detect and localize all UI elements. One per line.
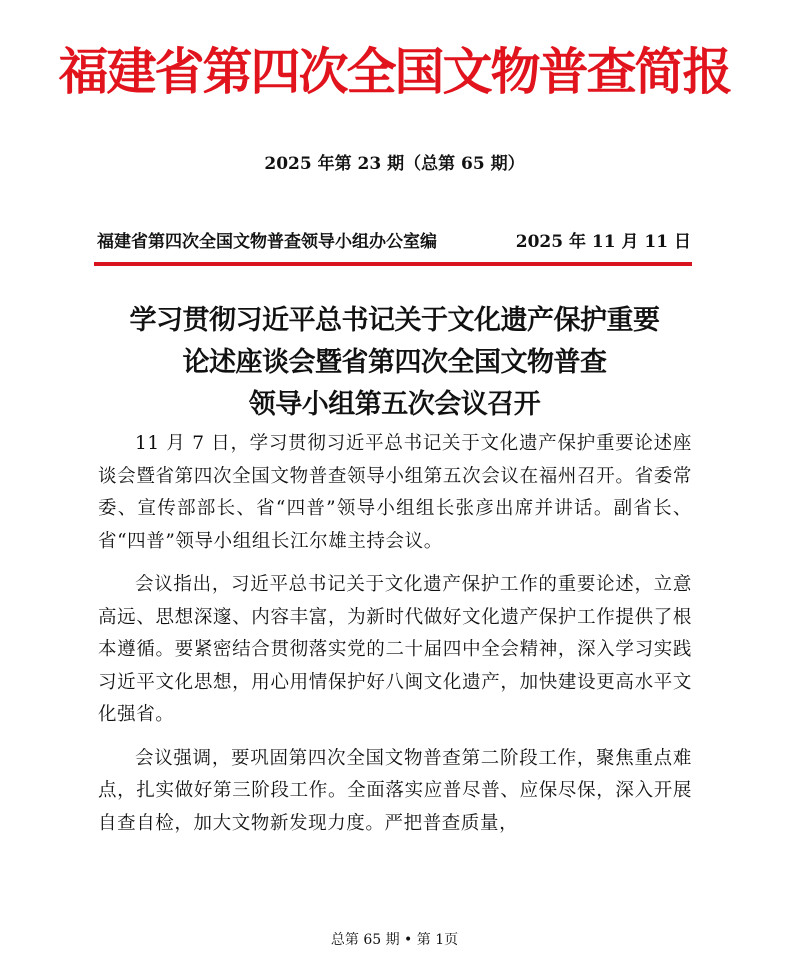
body-paragraph-1: 11 月 7 日，学习贯彻习近平总书记关于文化遗产保护重要论述座谈会暨省第四次全国文物普查领导小组第五次会议在福州召开。省委常委、宣传部部长、省“四普”领导小组组长张彦出席并讲话。副省长、省“四普”领导小组组长江尔雄主持会议。 <box>98 433 692 552</box>
editor-line <box>97 230 691 254</box>
page-footer: 总第 65 期 • 第 1页 <box>330 932 459 948</box>
red-divider-rule <box>94 262 692 266</box>
publish-date: 2025 年 11 月 11 日 <box>515 232 691 252</box>
body-paragraph-3: 会议强调，要巩固第四次全国文物普查第二阶段工作，聚焦重点难点，扎实做好第三阶段工作。全面落实应普尽普、应保尽保，深入开展自查自检，加大文物新发现力度。严把普查质量， <box>98 747 692 834</box>
issue-number: 2025 年第 23 期（总第 65 期） <box>264 154 525 174</box>
article-headline <box>60 300 729 426</box>
article-body <box>98 428 692 851</box>
headline-line-2: 论述座谈会暨省第四次全国文物普查 <box>182 347 607 378</box>
editor-organization: 福建省第四次全国文物普查领导小组办公室编 <box>97 232 437 252</box>
body-paragraph-2: 会议指出，习近平总书记关于文化遗产保护工作的重要论述，立意高远、思想深邃、内容丰富，为新时代做好文化遗产保护工作提供了根本遵循。要紧密结合贯彻落实党的二十届四中全会精神，深入学习实践习近平文化思想，用心用情保护好八闽文化遗产，加快建设更高水平文化强省。 <box>98 574 692 725</box>
bulletin-masthead: 福建省第四次全国文物普查简报 <box>58 42 731 101</box>
headline-line-3: 领导小组第五次会议召开 <box>248 389 541 420</box>
headline-line-1: 学习贯彻习近平总书记关于文化遗产保护重要 <box>129 305 660 336</box>
